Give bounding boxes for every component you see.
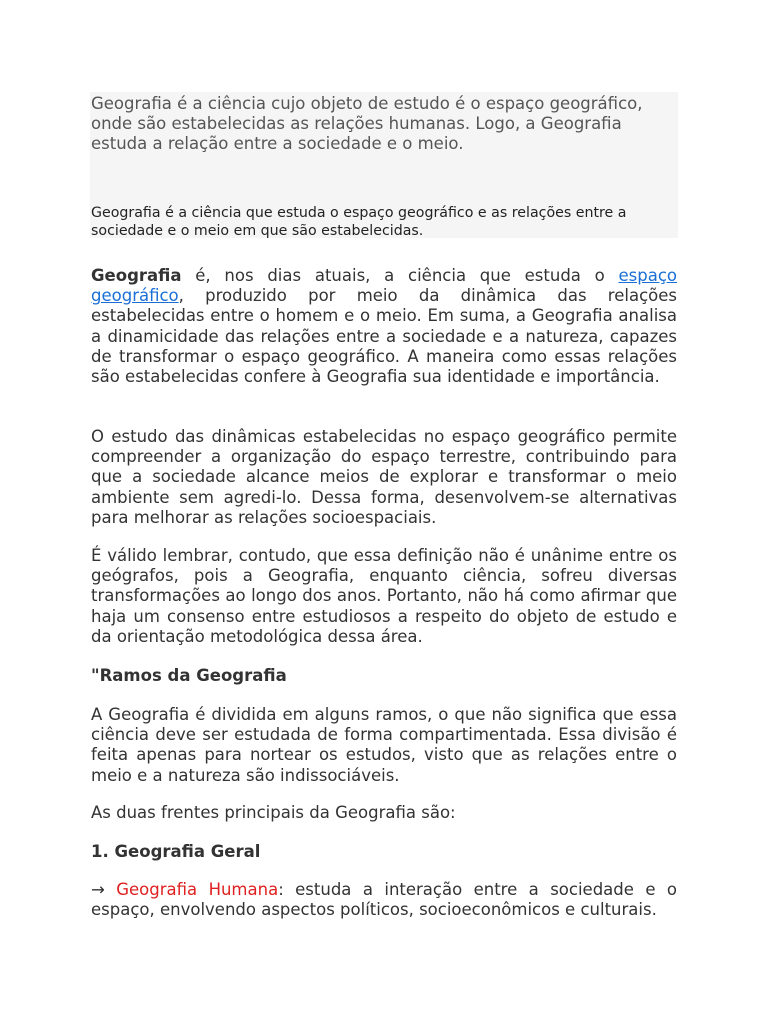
- paragraph-definition-pre: é, nos dias atuais, a ciência que estuda o: [181, 266, 619, 285]
- espaco-geografico-link[interactable]: espaço geográfico: [91, 266, 677, 306]
- geografia-humana-term: Geografia Humana: [116, 880, 279, 899]
- paragraph-dynamics: O estudo das dinâmicas estabelecidas no espaço geográfico permite compreender a organização do espaço terrestre, contribuindo para que a sociedade alcance meios de explorar e transformar o meio ambiente sem agredi-lo. Dessa forma, desenvolvem-se alternativas para melhorar as relações socioespaciais.: [91, 427, 677, 527]
- term-geografia: Geografia: [91, 266, 182, 285]
- heading-geografia-geral: 1. Geografia Geral: [91, 842, 261, 861]
- paragraph-frentes: As duas frentes principais da Geografia são:: [91, 803, 456, 822]
- paragraph-definition: [91, 266, 677, 387]
- paragraph-consensus: É válido lembrar, contudo, que essa definição não é unânime entre os geógrafos, pois a Geografia, enquanto ciência, sofreu diversas transformações ao longo dos anos. Portanto, não há como afirmar que haja um consenso entre estudiosos a respeito do objeto de estudo e da orientação metodológica dessa área.: [91, 546, 677, 646]
- paragraph-branches: A Geografia é dividida em alguns ramos, o que não significa que essa ciência deve ser estudada de forma compartimentada. Essa divisão é feita apenas para nortear os estudos, visto que as relações entre o meio e a natureza são indissociáveis.: [91, 705, 677, 785]
- arrow-icon: →: [91, 880, 105, 899]
- quote-text-1: Geografia é a ciência cujo objeto de estudo é o espaço geográfico, onde são estabelecidas as relações humanas. Logo, a Geografia estuda a relação entre a sociedade e o meio.: [91, 94, 643, 153]
- paragraph-definition-post: , produzido por meio da dinâmica das relações estabelecidas entre o homem e o meio. Em suma, a Geografia analisa a dinamicidade das relações entre a sociedade e a natureza, capazes de transformar o espaço geográfico. A maneira como essas relações são estabelecidas confere à Geografia sua identidade e importância.: [91, 286, 677, 387]
- paragraph-geografia-humana: [91, 880, 677, 920]
- heading-ramos: "Ramos da Geografia: [91, 666, 287, 685]
- geografia-humana-desc: : estuda a interação entre a sociedade e o espaço, envolvendo aspectos políticos, socioeconômicos e culturais.: [91, 880, 677, 920]
- quote-text-2: Geografia é a ciência que estuda o espaço geográfico e as relações entre a sociedade e o meio em que são estabelecidas.: [91, 205, 627, 239]
